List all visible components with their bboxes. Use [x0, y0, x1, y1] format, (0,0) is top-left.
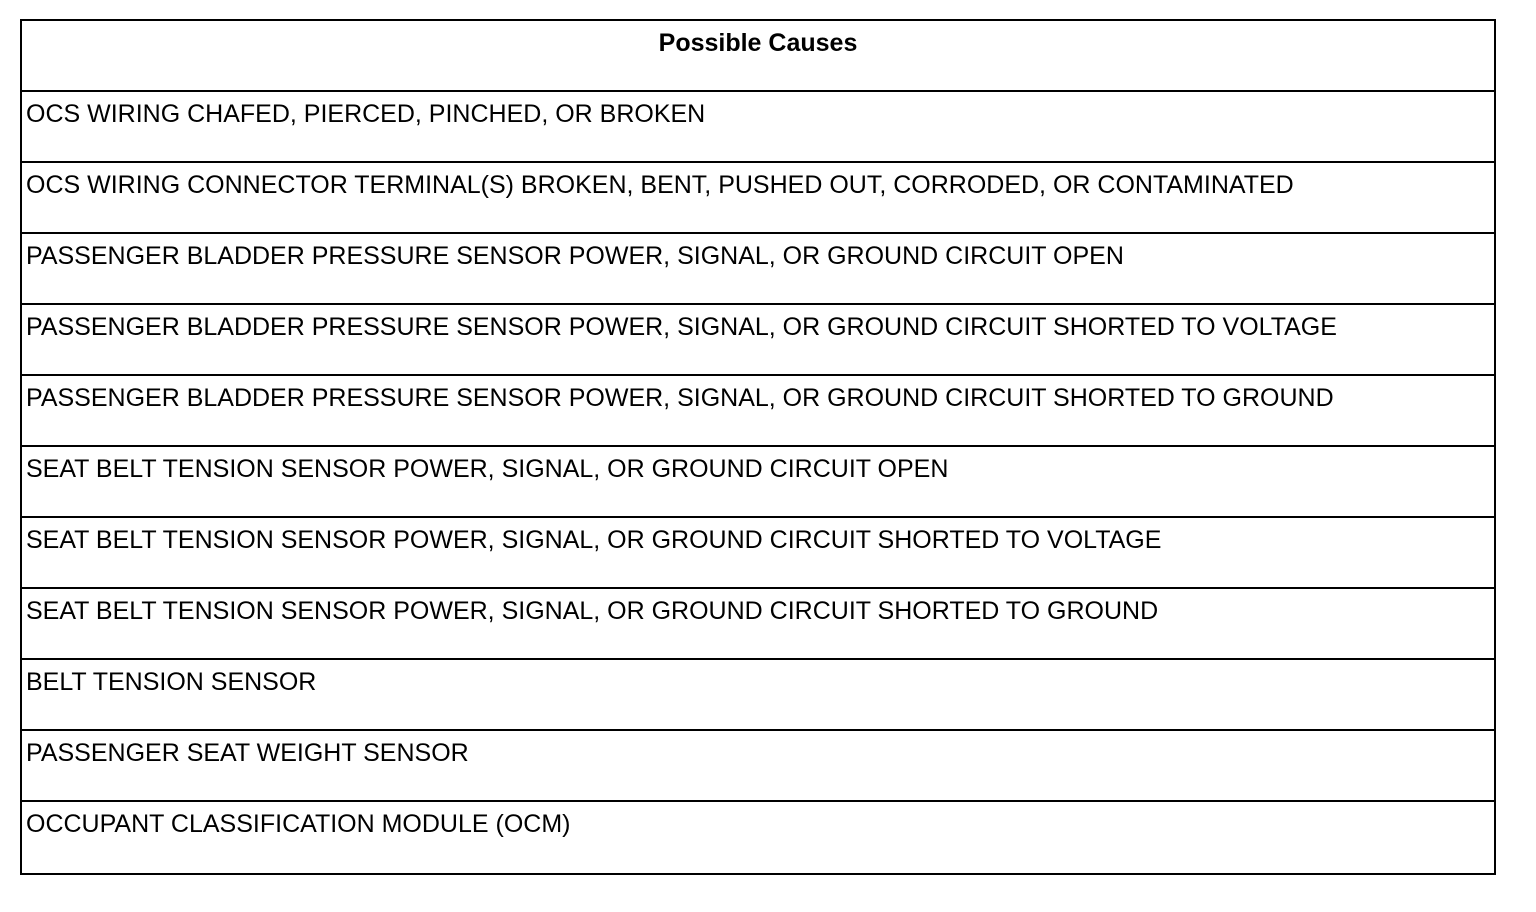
table-row: SEAT BELT TENSION SENSOR POWER, SIGNAL, OR GROUND CIRCUIT SHORTED TO VOLTAGE	[22, 518, 1494, 589]
table-row: SEAT BELT TENSION SENSOR POWER, SIGNAL, OR GROUND CIRCUIT OPEN	[22, 447, 1494, 518]
table-row: PASSENGER BLADDER PRESSURE SENSOR POWER, SIGNAL, OR GROUND CIRCUIT SHORTED TO GROUND	[22, 376, 1494, 447]
table-row: BELT TENSION SENSOR	[22, 660, 1494, 731]
table-row: PASSENGER BLADDER PRESSURE SENSOR POWER, SIGNAL, OR GROUND CIRCUIT SHORTED TO VOLTAGE	[22, 305, 1494, 376]
table-header: Possible Causes	[22, 21, 1494, 92]
table-row: OCS WIRING CHAFED, PIERCED, PINCHED, OR BROKEN	[22, 92, 1494, 163]
possible-causes-table	[20, 19, 1496, 875]
table-row: PASSENGER BLADDER PRESSURE SENSOR POWER, SIGNAL, OR GROUND CIRCUIT OPEN	[22, 234, 1494, 305]
table-row: SEAT BELT TENSION SENSOR POWER, SIGNAL, OR GROUND CIRCUIT SHORTED TO GROUND	[22, 589, 1494, 660]
table-row: OCS WIRING CONNECTOR TERMINAL(S) BROKEN, BENT, PUSHED OUT, CORRODED, OR CONTAMINATED	[22, 163, 1494, 234]
table-row: OCCUPANT CLASSIFICATION MODULE (OCM)	[26, 810, 571, 838]
table-row: PASSENGER SEAT WEIGHT SENSOR	[22, 731, 1494, 802]
